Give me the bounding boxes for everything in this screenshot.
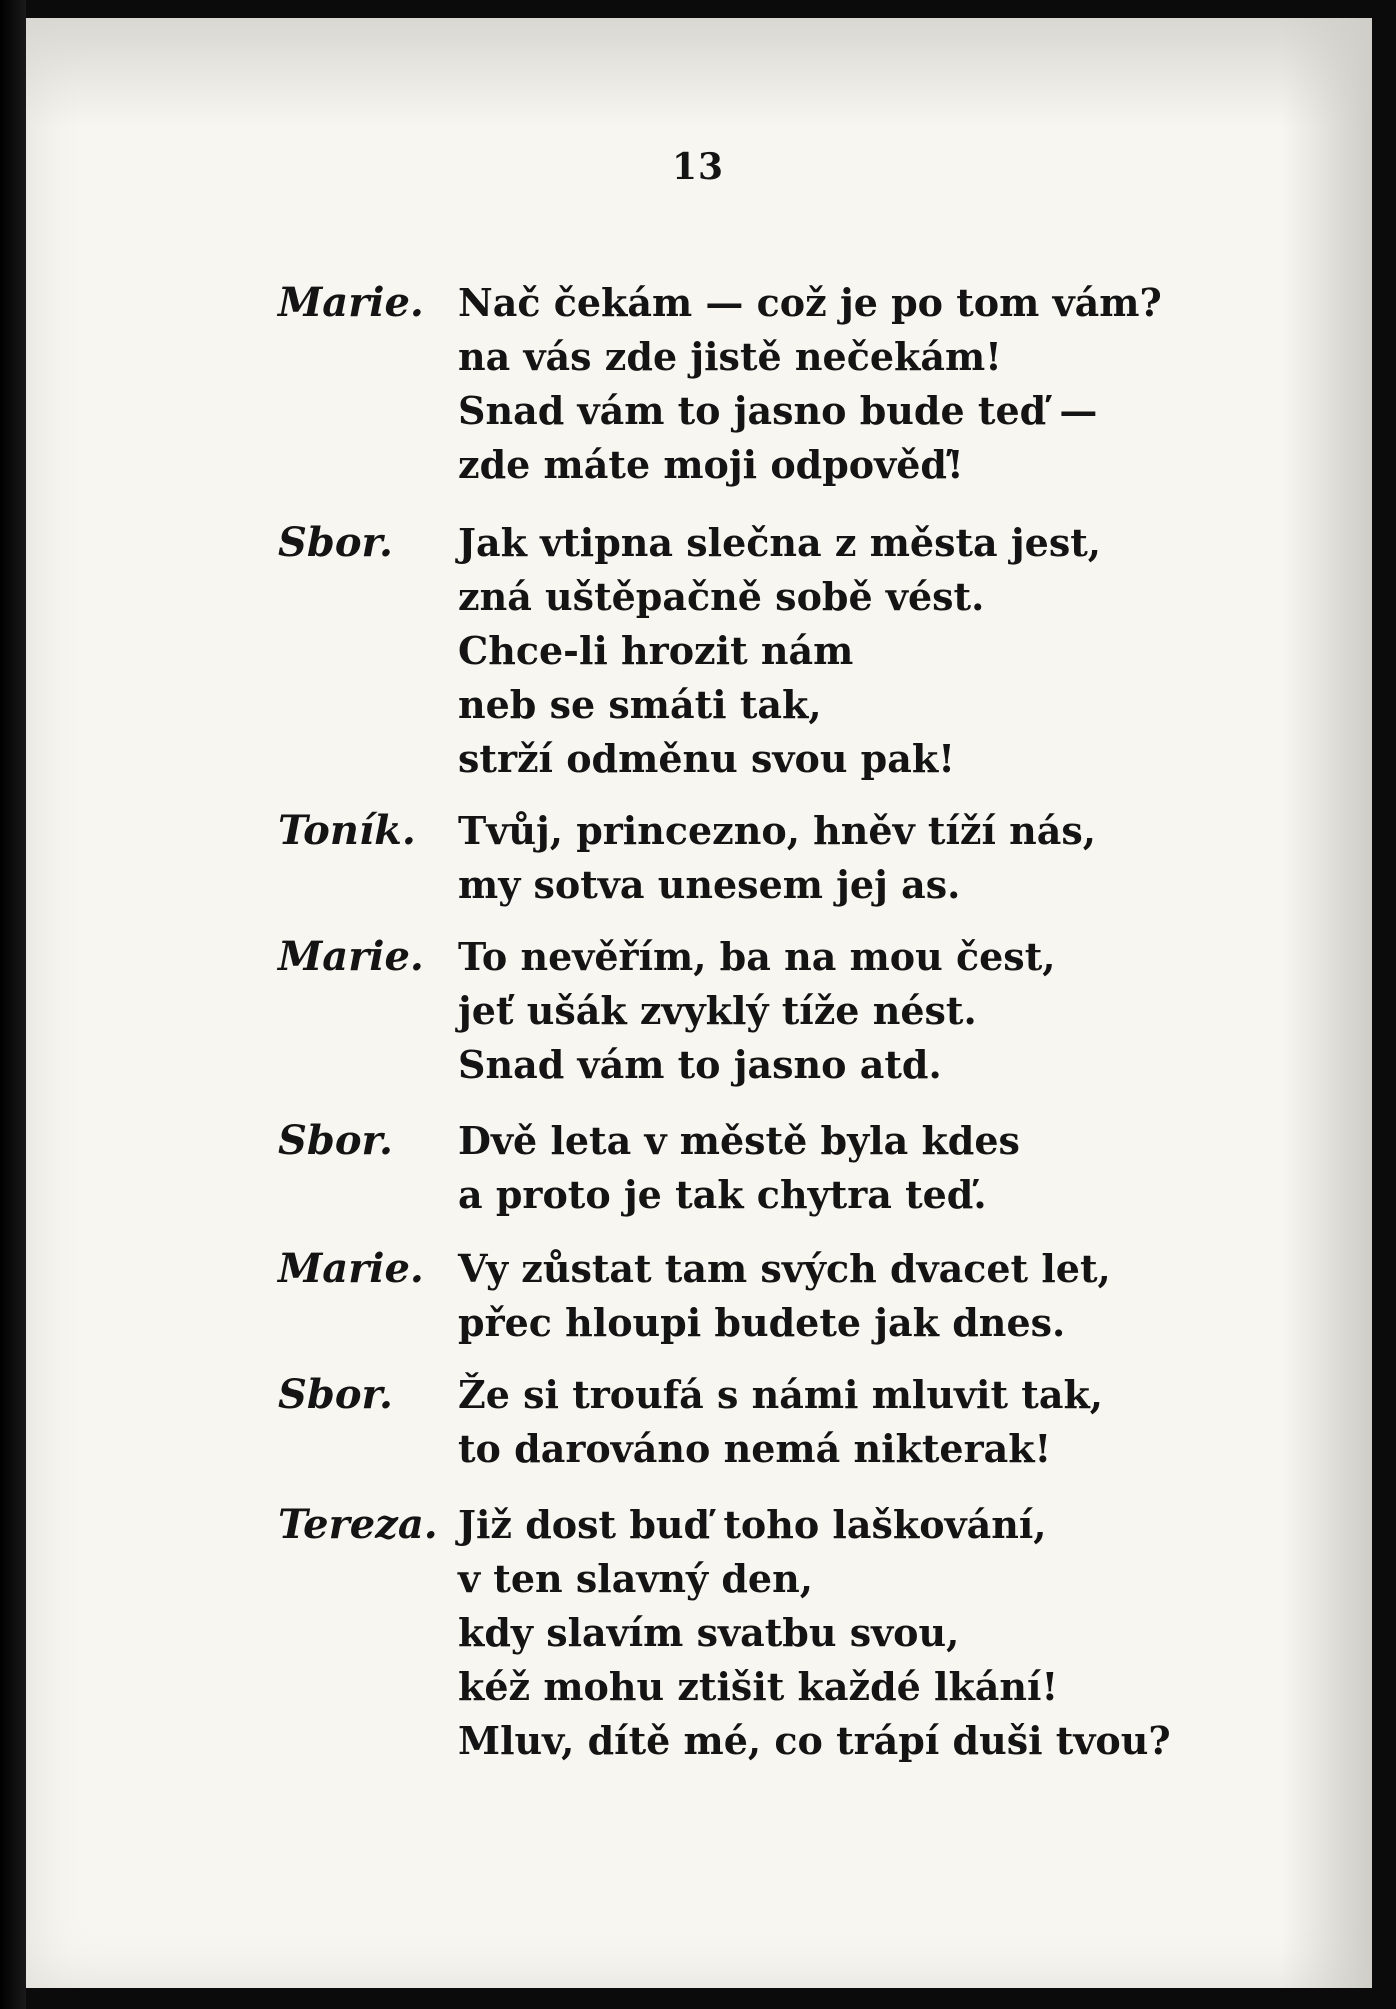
verse-line: zde máte moji odpověď!	[458, 442, 964, 487]
speaker-name: Sbor.	[278, 1371, 393, 1418]
verse-lines	[458, 1242, 1396, 1350]
verse-lines	[458, 1498, 1396, 1768]
dialogue-block-sbor	[0, 516, 1396, 786]
verse-lines	[458, 516, 1396, 786]
verse-line: Že si troufá s námi mluvit tak,	[458, 1372, 1103, 1417]
verse-line: Již dost buď toho laškování,	[458, 1502, 1047, 1547]
verse-line: Dvě leta v městě byla kdes	[458, 1118, 1020, 1163]
verse-line: jeť ušák zvyklý tíže nést.	[458, 988, 977, 1033]
verse-line: to darováno nemá nikterak!	[458, 1426, 1052, 1471]
dialogue-block-tereza	[0, 1498, 1396, 1768]
verse-line: na vás zde jistě nečekám!	[458, 334, 1002, 379]
page-number: 13	[671, 146, 725, 188]
verse-line: kdy slavím svatbu svou,	[458, 1610, 960, 1655]
verse-line: strží odměnu svou pak!	[458, 736, 955, 781]
verse-line: my sotva unesem jej as.	[458, 862, 961, 907]
verse-line: Snad vám to jasno atd.	[458, 1042, 942, 1087]
play-text	[0, 276, 1396, 1768]
dialogue-block-marie	[0, 276, 1396, 492]
verse-line: To nevěřím, ba na mou čest,	[458, 934, 1056, 979]
dialogue-block-sbor	[0, 1368, 1396, 1476]
verse-line: Vy zůstat tam svých dvacet let,	[458, 1246, 1111, 1291]
verse-lines	[458, 930, 1396, 1092]
dialogue-block-marie	[0, 1242, 1396, 1350]
speaker-name: Marie.	[278, 1245, 424, 1292]
dialogue-block-tonik	[0, 804, 1396, 912]
verse-line: zná uštěpačně sobě vést.	[458, 574, 985, 619]
speaker-name: Tereza.	[278, 1501, 438, 1548]
verse-line: a proto je tak chytra teď.	[458, 1172, 987, 1217]
dialogue-block-sbor	[0, 1114, 1396, 1222]
verse-lines	[458, 276, 1396, 492]
dialogue-block-marie	[0, 930, 1396, 1092]
speaker-name: Marie.	[278, 279, 424, 326]
speaker-name: Marie.	[278, 933, 424, 980]
verse-line: Tvůj, princezno, hněv tíží nás,	[458, 808, 1097, 853]
verse-line: Jak vtipna slečna z města jest,	[458, 520, 1101, 565]
verse-line: kéž mohu ztišit každé lkání!	[458, 1664, 1059, 1709]
speaker-name: Sbor.	[278, 1117, 393, 1164]
verse-lines	[458, 1114, 1396, 1222]
verse-line: Mluv, dítě mé, co trápí duši tvou?	[458, 1718, 1171, 1763]
verse-lines	[458, 1368, 1396, 1476]
verse-line: Chce-li hrozit nám	[458, 628, 854, 673]
verse-lines	[458, 804, 1396, 912]
verse-line: Nač čekám — což je po tom vám?	[458, 280, 1162, 325]
speaker-name: Toník.	[278, 807, 416, 854]
verse-line: neb se smáti tak,	[458, 682, 822, 727]
verse-line: Snad vám to jasno bude teď —	[458, 388, 1098, 433]
verse-line: v ten slavný den,	[458, 1556, 813, 1601]
verse-line: přec hloupi budete jak dnes.	[458, 1300, 1066, 1345]
speaker-name: Sbor.	[278, 519, 393, 566]
